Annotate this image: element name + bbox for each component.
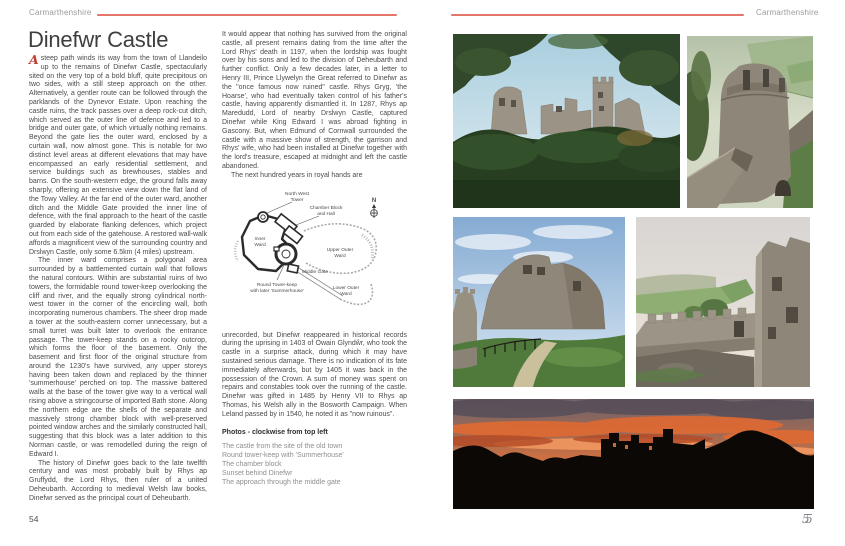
svg-text:N: N bbox=[371, 197, 377, 204]
paragraph: It would appear that nothing has survived from the original castle, all present remains dating from the time after the Lord Rhys' death in 1197, when the lordship was fought over by his sons and led to the division of Deheubarth and further conflict. Only a few decades later, in a letter to Henry III, Prince Llywelyn the Great referred to Dinefwr as the "once famous now ruined" castle. Rhys Gryg, 'the Hoarse', who had eventually taken control of his father's castle, having apparently dismantled it. In 1287, Rhys ap Maredudd, Lord of nearby Drslwyn Castle, captured Dinefwr while King Edward I was abroad fighting in Gascony. But, when Edmund of Cornwall surrounded the castle with a massive show of strength, the garrison and Rhys' wife, who had been installed at Dinefwr together with the lord's treasure, escaped at midnight and left the castle abandoned. bbox=[222, 31, 407, 170]
plan-label-chamber-block: Chamber Block bbox=[309, 205, 343, 211]
paragraph: The inner ward comprises a polygonal area surrounded by a battlemented curtain wall that follows the natural contours. Within are substantial ruins of two towers, the formidable round tower-keep overlooking the cliff and river, and the equally strong cylindrical north-west tower in the corner of the encircling wall, both incorporating numerous chambers. The sheer drop made a tower at the south-eastern corner unnecessary, but a small turret was built later to overlook the entrance passage. The tower-keep stands on a rocky outcrop, which forms the floor of the basement. Only the basement and first floor of the original structure from around the 1230's have survived, any upper storeys having been taken down and replaced by the thinner 'summerhouse' perched on top. The massive battered walls at the base of the tower give way to a vertical wall rising above a stringcourse of imported Bath stone. Along the northern edge are the shells of the separate and massively strong chamber block with well-preserved pointed window arches and the similarly constructed hall, suggesting that this block was a later addition to this Norman castle, or was remodelled during the reign of Edward I. bbox=[29, 257, 207, 458]
castle-plan-figure bbox=[222, 185, 407, 327]
page-title: Dinefwr Castle bbox=[28, 27, 169, 52]
text-column-2 bbox=[222, 31, 407, 487]
plan-label-round-tower-keep: with later 'Summerhouse' bbox=[250, 288, 304, 294]
photo-caption: Round tower-keep with 'Summerhouse' bbox=[222, 451, 344, 459]
dropcap: A bbox=[29, 52, 39, 67]
photos-caption-heading: Photos - clockwise from top left bbox=[222, 428, 328, 436]
photo-sunset-behind-dinefwr bbox=[453, 399, 814, 509]
photo-caption: The approach through the middle gate bbox=[222, 478, 341, 486]
photo-chamber-block-image bbox=[636, 217, 810, 387]
running-head-left: Carmarthenshire bbox=[29, 8, 92, 17]
running-head-right: Carmarthenshire bbox=[756, 8, 819, 17]
plan-label-middle-gate: Middle Gate bbox=[302, 269, 328, 275]
plan-label-upper-outer-ward: Upper Outer bbox=[326, 247, 354, 253]
paragraph: The next hundred years in royal hands are bbox=[231, 171, 363, 179]
plan-label-north-west-tower: Tower bbox=[290, 197, 304, 203]
plan-label-north-west-tower: North West bbox=[285, 191, 309, 197]
photo-chamber-block bbox=[636, 217, 810, 387]
photo-castle-from-old-town-image bbox=[453, 34, 680, 208]
plan-label-chamber-block: and Hall bbox=[317, 211, 335, 217]
page-number-left: 54 bbox=[29, 514, 39, 524]
paragraph bbox=[29, 52, 207, 257]
paragraph: The history of Dinefwr goes back to the late twelfth century and was most probably built by Rhys ap Gruffydd, the Lord Rhys, then ruler of a united Deheubarth. According to medieval Welsh law books, Dinefwr served as the principal court of Deheubarth. bbox=[29, 459, 207, 502]
castle-plan-drawing bbox=[222, 185, 407, 327]
photo-caption-list bbox=[222, 442, 407, 487]
plan-label-inner-ward: Inner bbox=[254, 236, 266, 242]
plan-label-upper-outer-ward: Ward bbox=[334, 253, 346, 259]
photo-approach-middle-gate-image bbox=[453, 217, 625, 387]
photo-caption: The chamber block bbox=[222, 460, 282, 468]
plan-round-tower-keep bbox=[274, 244, 296, 264]
photo-approach-middle-gate bbox=[453, 217, 625, 387]
photo-caption: Sunset behind Dinefwr bbox=[222, 469, 293, 477]
header-rule-right bbox=[451, 14, 744, 16]
plan-label-inner-ward: Ward bbox=[254, 242, 266, 248]
plan-label-round-tower-keep: Round Tower-keep bbox=[256, 282, 298, 288]
header-rule-left bbox=[97, 14, 397, 16]
plan-label-lower-outer-ward: Ward bbox=[340, 291, 352, 297]
paragraph: unrecorded, but Dinefwr reappeared in historical records during the uprising in 1403 of Owain Glyndŵr, who took the castle in a surprise attack, during which it may have sustained serious damage. There is no indication of its fate immediately afterwards, but by 1405 it was back in the possession of the Crown. A sum of money was spent on repairs and constables took over the running of the castle. Dinefwr was gifted in 1485 by Henry VII to Rhys ap Thomas, his Welsh ally in the Bosworth Campaign. When Leland passed by in 1540, he noted it as "now ruinous". bbox=[222, 331, 407, 418]
text-column-1 bbox=[29, 52, 207, 504]
plan-middle-gate bbox=[287, 264, 298, 273]
photo-castle-from-old-town bbox=[453, 34, 680, 208]
photo-round-tower-keep-image bbox=[687, 36, 813, 208]
photo-round-tower-keep bbox=[687, 36, 813, 208]
photo-sunset-image bbox=[453, 399, 814, 509]
paragraph-text: steep path winds its way from the town of Llandeilo up to the remains of Dinefwr Castle, spectacularly sited on the very top of a bold bluff, quite precipitous on two sides, with a still steep approach on the other. Alternatively, a gentler route can be followed through the parklands of the Dynevor Estate. Upon reaching the castle ruins, the track passes over a deep rock-cut ditch, which served as the outer line of defence and led to a bridge and outer gate, of which virtually nothing remains. Beyond the gate lies the outer ward, enclosed by a curtain wall, now almost gone. This is notable for two distinct level areas at different elevations that may have encompassed an early residential settlement, and service buildings such as brewhouses, stables and barns. On the south-western edge, the ground falls away sharply, offering an extensive view down the flat land of the Towy Valley. At the far end of the outer ward, another ditch and the Middle Gate provided the inner line of defence, with the final approach to the heart of the castle guarded by elaborate flanking defences, which project out from each side of the gatehouse. A restored wall-walk affords a magnificent view of the surrounding country and Drslwyn Castle, only some 6.5km (4 miles) upstream. bbox=[29, 55, 207, 256]
north-compass-icon bbox=[371, 198, 378, 218]
plan-north-west-tower bbox=[258, 212, 268, 222]
photo-caption: The castle from the site of the old town bbox=[222, 442, 343, 450]
plan-label-lower-outer-ward: Lower Outer bbox=[332, 285, 360, 291]
page-number-right: 55 bbox=[802, 512, 809, 526]
